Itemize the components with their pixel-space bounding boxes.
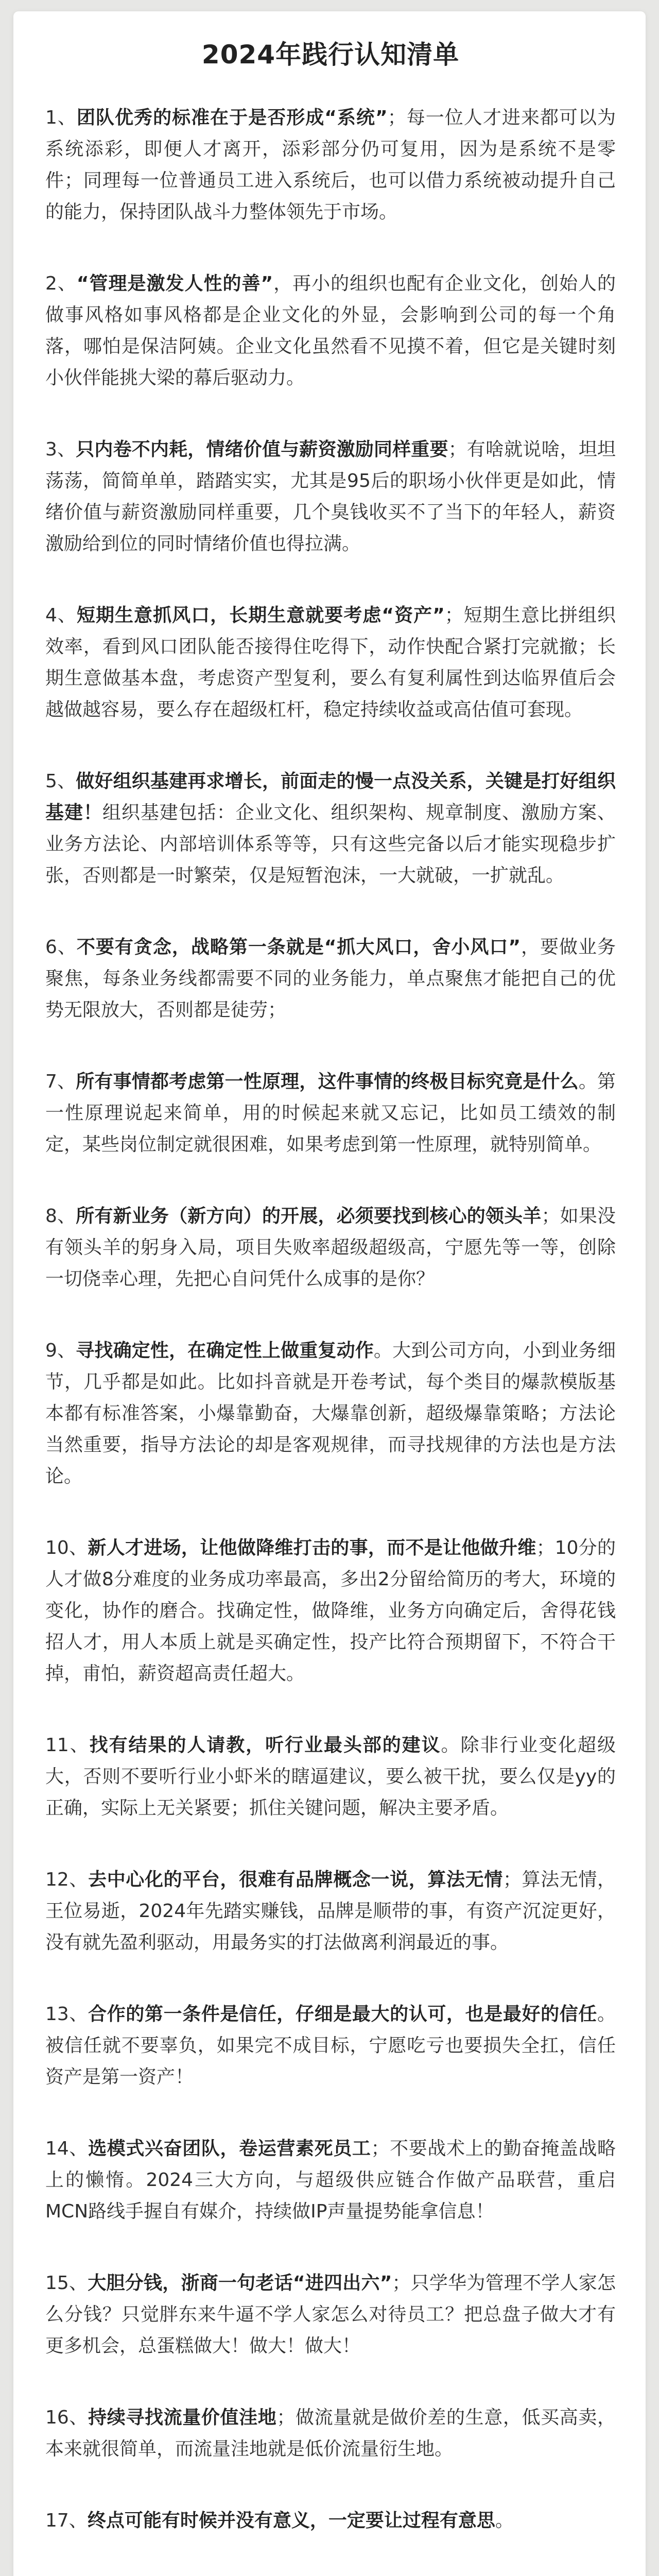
item-number: 12、	[45, 1869, 89, 1890]
item-spacer	[45, 1026, 616, 1056]
item-body: ，再小的组织也配有企业文化，创始人的做事风格如事风格都是企业文化的外显，会影响到公司的每一个角落，哪怕是保洁阿姨。企业文化虽然看不见摸不着，但它是关键时刻小伙伴能挑大梁的幕后驱动力。	[45, 273, 616, 388]
item-body: ，要做业务聚焦，每条业务线都需要不同的业务能力，单点聚焦才能把自己的优势无限放大，否则都是徒劳；	[45, 937, 616, 1021]
item-spacer	[45, 725, 616, 755]
item-spacer	[45, 1958, 616, 1988]
item-spacer	[45, 2536, 616, 2566]
list-item	[45, 755, 616, 891]
list-item	[45, 2495, 616, 2536]
item-number: 9、	[45, 1340, 76, 1361]
item-headline: “管理是激发人性的善”	[76, 273, 273, 294]
item-headline: 大胆分钱，浙商一句老话“进四出六”	[88, 2273, 392, 2294]
item-number: 8、	[45, 1206, 76, 1227]
item-spacer	[45, 1689, 616, 1719]
item-headline: 选模式兴奋团队，卷运营素死员工	[88, 2138, 371, 2159]
item-body: ；如果没有领头羊的躬身入局，项目失败率超级超级高，宁愿先等一等，创除一切侥幸心理，先把心自问凭什么成事的是你？	[45, 1206, 616, 1290]
item-headline: 短期生意抓风口，长期生意就要考虑“资产”	[76, 605, 445, 626]
list-item	[45, 2123, 616, 2227]
item-body: ；不要战术上的勤奋掩盖战略上的懒惰。2024三大方向，与超级供应链合作做产品联营，重启MCN路线手握自有媒介，持续做IP声量提势能拿信息！	[45, 2138, 616, 2222]
list-item	[45, 2392, 616, 2465]
list-item	[45, 2566, 616, 2576]
note-title: 2024年践行认知清单	[201, 40, 460, 70]
item-headline: 合作的第一条件是信任，仔细是最大的认可，也是最好的信任	[88, 2004, 597, 2025]
item-headline: 只内卷不内耗，情绪价值与薪资激励同样重要	[76, 439, 448, 460]
item-headline: 做好组织基建再求增长，前面走的慢一点没关系，关键是打好组织基建！	[45, 771, 616, 823]
item-body: ；每一位人才进来都可以为系统添彩，即便人才离开，添彩部分仍可复用，因为是系统不是零件；同理每一位普通员工进入系统后，也可以借力系统被动提升自己的能力，保持团队战斗力整体领先于市场。	[45, 107, 616, 223]
list-item	[45, 1056, 616, 1160]
item-number: 14、	[45, 2138, 89, 2159]
item-body: 。被信任就不要辜负，如果完不成目标，宁愿吃亏也要损失全扛，信任资产是第一资产！	[45, 2004, 616, 2088]
list-item	[45, 2257, 616, 2362]
list-item	[45, 589, 616, 725]
item-spacer	[45, 394, 616, 423]
item-spacer	[45, 1492, 616, 1522]
item-spacer	[45, 560, 616, 589]
list-item	[45, 423, 616, 560]
list-item	[45, 1854, 616, 1958]
item-number: 10、	[45, 1537, 88, 1558]
item-body: 组织基建包括：企业文化、组织架构、规章制度、激励方案、业务方法论、内部培训体系等等，只有这些完备以后才能实现稳步扩张，否则都是一时繁荣，仅是短暂泡沫，一大就破，一扩就乱。	[45, 802, 616, 886]
list-item	[45, 1325, 616, 1492]
item-body: 。第一性原理说起来简单，用的时候起来就又忘记，比如员工绩效的制定，某些岗位制定就很困难，如果考虑到第一性原理，就特别简单。	[45, 1071, 616, 1155]
item-body: ；有啥就说啥，坦坦荡荡，简简单单，踏踏实实，尤其是95后的职场小伙伴更是如此，情绪价值与薪资激励同样重要，几个臭钱收买不了当下的年轻人，薪资激励给到位的同时情绪价值也得拉满。	[45, 439, 616, 554]
item-number: 17、	[45, 2510, 88, 2531]
item-headline: 寻找确定性，在确定性上做重复动作	[76, 1340, 374, 1361]
item-spacer	[45, 2362, 616, 2392]
list-item	[45, 1190, 616, 1295]
item-headline: 所有新业务（新方向）的开展，必须要找到核心的领头羊	[76, 1206, 542, 1227]
item-body: 。大到公司方向，小到业务细节，几乎都是如此。比如抖音就是开卷考试，每个类目的爆款模版基本都有标准答案，小爆靠勤奋，大爆靠创新，超级爆靠策略；方法论当然重要，指导方法论的却是客观规律，而寻找规律的方法也是方法论。	[45, 1340, 616, 1487]
item-number: 16、	[45, 2407, 89, 2428]
item-spacer	[45, 228, 616, 258]
item-body: ；10分的人才做8分难度的业务成功率最高，多出2分留给简历的考大，环境的变化，协作的磨合。找确定性，做降维，业务方向确定后，舍得花钱招人才，用人本质上就是买确定性，投产比符合预期留下，不符合干掉，甫怕，薪资超高责任超大。	[45, 1537, 616, 1684]
item-number: 7、	[45, 1071, 76, 1092]
item-headline: 终点可能有时候并没有意义，一定要让过程有意思	[87, 2510, 495, 2531]
item-spacer	[45, 2465, 616, 2495]
item-number: 3、	[45, 439, 76, 460]
item-body: 。	[495, 2510, 514, 2531]
item-spacer	[45, 1160, 616, 1190]
item-number: 4、	[45, 605, 77, 626]
list-item	[45, 1719, 616, 1824]
item-list	[45, 92, 616, 2576]
item-number: 2、	[45, 273, 77, 294]
item-body: ；只学华为管理不学人家怎么分钱？只觉胖东来牛逼不学人家怎么对待员工？把总盘子做大才有更多机会，总蛋糕做大！做大！做大！	[45, 2273, 616, 2357]
item-number: 11、	[45, 1735, 90, 1756]
item-spacer	[45, 2227, 616, 2257]
list-item	[45, 921, 616, 1026]
item-headline: 不要有贪念，战略第一条就是“抓大风口，舍小风口”	[76, 937, 521, 958]
item-headline: 所有事情都考虑第一性原理，这件事情的终极目标究竟是什么	[76, 1071, 579, 1092]
list-item	[45, 92, 616, 228]
item-body: ；做流量就是做价差的生意，低买高卖，本来就很简单，而流量洼地就是低价流量衍生地。	[45, 2407, 616, 2460]
note-card	[13, 11, 646, 2576]
item-number: 6、	[45, 937, 77, 958]
item-headline: 持续寻找流量价值洼地	[88, 2407, 277, 2428]
item-body: ；算法无情，王位易逝，2024年先踏实赚钱，品牌是顺带的事，有资产沉淀更好，没有就先盈利驱动，用最务实的打法做离利润最近的事。	[45, 1869, 616, 1953]
item-spacer	[45, 1295, 616, 1325]
item-headline: 新人才进场，让他做降维打击的事，而不是让他做升维	[88, 1537, 536, 1558]
list-item	[45, 258, 616, 394]
item-number: 5、	[45, 771, 76, 792]
item-number: 1、	[45, 107, 77, 128]
item-headline: 找有结果的人请教，听行业最头部的建议	[89, 1735, 441, 1756]
item-number: 13、	[45, 2004, 89, 2025]
item-body: 。除非行业变化超级大，否则不要听行业小虾米的瞎逼建议，要么被干扰，要么仅是yy的正确，实际上无关紧要；抓住关键问题，解决主要矛盾。	[45, 1735, 616, 1819]
item-number: 15、	[45, 2273, 88, 2294]
item-headline: 去中心化的平台，很难有品牌概念一说，算法无情	[88, 1869, 503, 1890]
item-headline: 团队优秀的标准在于是否形成“系统”	[76, 107, 388, 128]
item-body: ；短期生意比拼组织效率，看到风口团队能否接得住吃得下，动作快配合紧打完就撤；长期生意做基本盘，考虑资产型复利，要么有复利属性到达临界值后会越做越容易，要么存在超级杠杆，稳定持续收益或高估值可套现。	[45, 605, 616, 720]
item-spacer	[45, 891, 616, 921]
list-item	[45, 1988, 616, 2093]
list-item	[45, 1522, 616, 1689]
item-spacer	[45, 2093, 616, 2123]
item-spacer	[45, 1824, 616, 1854]
